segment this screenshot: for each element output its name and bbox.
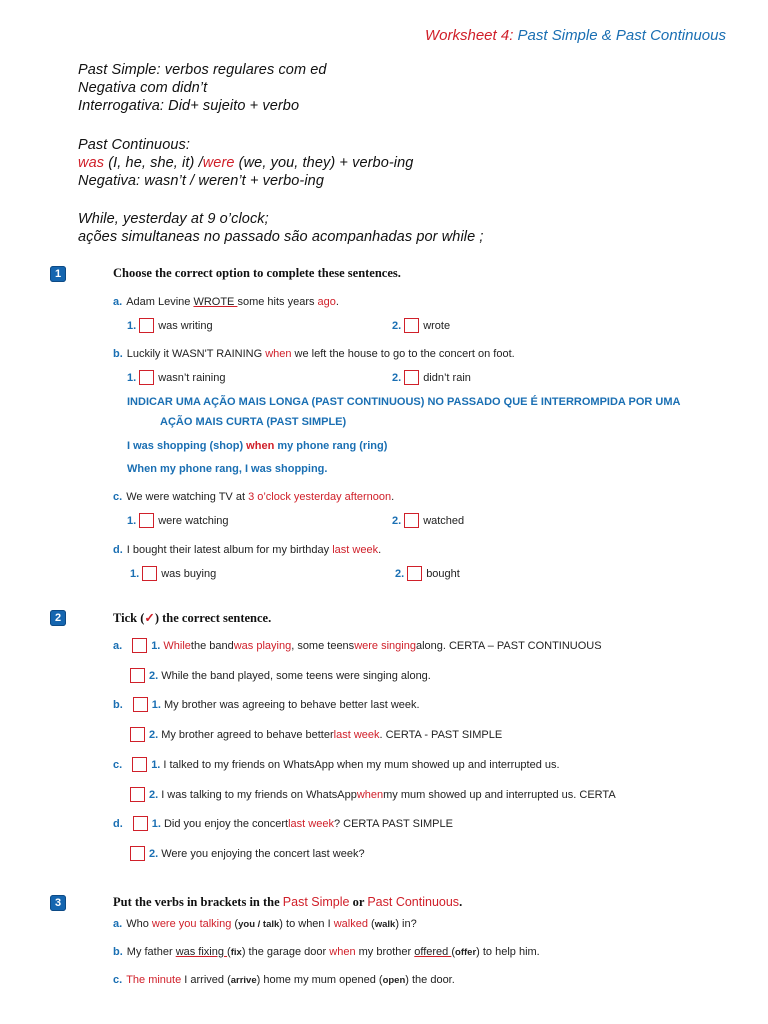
option-text: were watching — [158, 514, 229, 527]
option-1d-2 — [395, 566, 460, 581]
question-label: c. — [113, 974, 123, 986]
note-line-3: Interrogativa: Did+ sujeito + verbo — [78, 98, 300, 114]
checkbox[interactable] — [130, 727, 145, 742]
keyword: While — [163, 639, 191, 652]
keyword: last week — [333, 728, 380, 741]
section-3-title — [113, 895, 462, 910]
question-label: b. — [113, 946, 123, 958]
section-title-text: or — [349, 895, 368, 909]
question-label: a. — [113, 639, 123, 652]
option-1b-1 — [127, 370, 225, 385]
option-number: 1. — [151, 758, 161, 771]
sentence-2b-2 — [130, 727, 502, 742]
sentence-text: along. CERTA – PAST CONTINUOUS — [415, 639, 602, 652]
option-number: 1. — [151, 817, 161, 830]
question-text: . — [391, 491, 395, 503]
option-number: 1. — [127, 371, 137, 384]
checkbox[interactable] — [139, 318, 154, 333]
checkbox[interactable] — [130, 846, 145, 861]
example-text: my phone rang (ring) — [274, 440, 388, 452]
question-label: a. — [113, 918, 123, 930]
note-line-1: Past Simple: verbos regulares com ed — [78, 62, 327, 78]
question-text: ) in? — [395, 918, 417, 930]
keyword: when — [329, 946, 356, 958]
question-3b — [113, 946, 540, 958]
note-was: was — [78, 155, 105, 171]
checkbox[interactable] — [130, 668, 145, 683]
sentence-2c-2 — [130, 787, 616, 802]
question-3c — [113, 974, 455, 986]
question-1c — [113, 491, 394, 503]
note-line-5 — [78, 155, 413, 171]
sentence-text: My brother was agreeing to behave better last week. — [163, 698, 420, 711]
question-text: ) to when I — [279, 918, 334, 930]
option-number: 2. — [149, 728, 159, 741]
note-line-6: Negativa: wasn’t / weren’t + verbo-ing — [78, 173, 324, 189]
question-text: my brother — [355, 946, 415, 958]
section-3-icon: 3 — [50, 895, 66, 911]
option-number: 2. — [392, 371, 402, 384]
note-line-7: While, yesterday at 9 o’clock; — [78, 211, 269, 227]
question-label: c. — [113, 758, 123, 771]
option-number: 1. — [130, 567, 140, 580]
keyword: was playing — [233, 639, 292, 652]
question-text: . — [335, 296, 339, 308]
question-label: c. — [113, 491, 123, 503]
option-text: wrote — [423, 319, 451, 332]
verb-hint: offer — [455, 947, 477, 958]
option-text: was buying — [161, 567, 217, 580]
tick-icon: ✓ — [144, 611, 155, 625]
answer-text: walked — [333, 918, 368, 930]
verb-hint: walk — [374, 919, 396, 930]
worksheet-topic: Past Simple & Past Continuous — [517, 27, 726, 44]
section-title-text: Tick ( — [113, 611, 145, 625]
checkbox[interactable] — [407, 566, 422, 581]
example-sentence-1 — [127, 440, 387, 452]
verb-hint: you / talk — [238, 919, 280, 930]
option-1c-2 — [392, 513, 464, 528]
sentence-text: While the band played, some teens were singing along. — [161, 669, 431, 682]
keyword: last week — [288, 817, 334, 830]
sentence-2a-2 — [130, 668, 431, 683]
option-number: 1. — [151, 639, 161, 652]
section-title-text: ) the correct sentence. — [154, 611, 272, 625]
checkbox[interactable] — [139, 370, 154, 385]
option-1b-2 — [392, 370, 471, 385]
section-2-icon: 2 — [50, 610, 66, 626]
question-text: Luckily it WASN'T RAINING — [126, 348, 266, 360]
sentence-text: my mum showed up and interrupted us. CERTA — [383, 788, 616, 801]
checkbox[interactable] — [404, 318, 419, 333]
question-text: ( — [451, 946, 456, 958]
section-2-title — [113, 610, 271, 626]
question-label: b. — [113, 698, 123, 711]
question-text: We were watching TV at — [126, 491, 249, 503]
question-text: ( — [231, 918, 239, 930]
example-sentence-2: When my phone rang, I was shopping. — [127, 463, 328, 475]
example-text: I was shopping (shop) — [127, 440, 247, 452]
option-number: 2. — [149, 669, 159, 682]
keyword: 3 o’clock yesterday afternoon — [248, 491, 392, 503]
option-text: was writing — [158, 319, 213, 332]
section-1-icon: 1 — [50, 266, 66, 282]
note-were: were — [202, 155, 235, 171]
option-text: bought — [426, 567, 460, 580]
option-1a-2 — [392, 318, 450, 333]
option-number: 2. — [149, 788, 159, 801]
note-line-2: Negativa com didn’t — [78, 80, 208, 96]
answer-text: offered — [414, 946, 452, 958]
checkbox[interactable] — [142, 566, 157, 581]
question-text: Adam Levine — [126, 296, 194, 308]
question-label: b. — [113, 348, 123, 360]
sentence-text: , some teens — [291, 639, 355, 652]
checkbox[interactable] — [132, 638, 147, 653]
section-1-title: Choose the correct option to complete these sentences. — [113, 266, 401, 280]
sentence-text: Were you enjoying the concert last week? — [161, 847, 365, 860]
question-text: . — [378, 544, 382, 556]
option-number: 2. — [392, 319, 402, 332]
keyword: ago — [317, 296, 336, 308]
sentence-text: . CERTA - PAST SIMPLE — [379, 728, 503, 741]
keyword: The minute — [126, 974, 182, 986]
sentence-text: Did you enjoy the concert — [163, 817, 289, 830]
answer-text: WROTE — [193, 296, 238, 308]
question-text: ) home my mum opened ( — [256, 974, 383, 986]
question-label: a. — [113, 296, 123, 308]
question-text: we left the house to go to the concert on foot. — [291, 348, 515, 360]
sentence-text: I talked to my friends on WhatsApp when my mum showed up and interrupted us. — [163, 758, 560, 771]
question-text: I arrived ( — [181, 974, 231, 986]
question-text: ) the garage door — [241, 946, 330, 958]
verb-hint: open — [382, 975, 406, 986]
verb-hint: arrive — [230, 975, 257, 986]
checkbox[interactable] — [404, 370, 419, 385]
verb-hint: fix — [230, 947, 242, 958]
option-number: 2. — [392, 514, 402, 527]
note-line-8: ações simultaneas no passado são acompanhadas por while ; — [78, 229, 484, 245]
question-text: ) to help him. — [476, 946, 540, 958]
question-label: d. — [113, 544, 123, 556]
keyword: Past Simple — [282, 895, 350, 909]
question-text: ( — [227, 946, 231, 958]
sentence-2d-2 — [130, 846, 365, 861]
sentence-text: the band — [190, 639, 234, 652]
sentence-text: ? CERTA PAST SIMPLE — [333, 817, 453, 830]
checkbox[interactable] — [133, 816, 148, 831]
option-number: 2. — [395, 567, 405, 580]
note-line-4: Past Continuous: — [78, 137, 191, 153]
keyword: when — [246, 440, 275, 452]
keyword: were singing — [354, 639, 416, 652]
question-1d — [113, 544, 381, 556]
sentence-text: I was talking to my friends on WhatsApp — [161, 788, 357, 801]
checkbox[interactable] — [130, 787, 145, 802]
option-text: watched — [423, 514, 465, 527]
question-text: ) the door. — [405, 974, 455, 986]
question-3a — [113, 918, 417, 930]
keyword: last week — [332, 544, 379, 556]
checkbox[interactable] — [133, 697, 148, 712]
checkbox[interactable] — [404, 513, 419, 528]
teacher-note-line-2: AÇÃO MAIS CURTA (PAST SIMPLE) — [160, 416, 347, 428]
keyword: when — [356, 788, 384, 801]
option-number: 2. — [149, 847, 159, 860]
question-text: I bought their latest album for my birthday — [126, 544, 333, 556]
keyword: when — [265, 348, 292, 360]
question-1a — [113, 296, 339, 308]
option-1d-1 — [130, 566, 216, 581]
worksheet-title — [425, 27, 726, 44]
keyword: Past Continuous — [367, 895, 460, 909]
sentence-2c-1 — [113, 757, 560, 772]
sentence-2d-1 — [113, 816, 453, 831]
question-text: some hits years — [237, 296, 318, 308]
option-text: didn’t rain — [423, 371, 471, 384]
option-text: wasn’t raining — [158, 371, 226, 384]
section-title-text: Put the verbs in brackets in the — [113, 895, 283, 909]
option-number: 1. — [151, 698, 161, 711]
checkbox[interactable] — [139, 513, 154, 528]
sentence-2a-1 — [113, 638, 602, 653]
option-number: 1. — [127, 319, 137, 332]
sentence-2b-1 — [113, 697, 420, 712]
option-number: 1. — [127, 514, 137, 527]
worksheet-number: Worksheet 4: — [425, 27, 514, 44]
option-1a-1 — [127, 318, 213, 333]
question-text: Who — [126, 918, 152, 930]
answer-text: were you talking — [151, 918, 232, 930]
answer-text: was fixing — [175, 946, 228, 958]
checkbox[interactable] — [132, 757, 147, 772]
question-1b — [113, 348, 515, 360]
question-label: d. — [113, 817, 123, 830]
teacher-note-line-1: INDICAR UMA AÇÃO MAIS LONGA (PAST CONTINUOUS) NO PASSADO QUE É INTERROMPIDA POR UMA — [127, 396, 681, 408]
section-title-text: . — [459, 895, 463, 909]
question-text: My father — [126, 946, 176, 958]
sentence-text: My brother agreed to behave better — [161, 728, 334, 741]
note-were-subjects: (we, you, they) + verbo-ing — [234, 155, 414, 171]
note-was-subjects: (I, he, she, it) / — [104, 155, 203, 171]
question-text: ( — [367, 918, 375, 930]
option-1c-1 — [127, 513, 229, 528]
